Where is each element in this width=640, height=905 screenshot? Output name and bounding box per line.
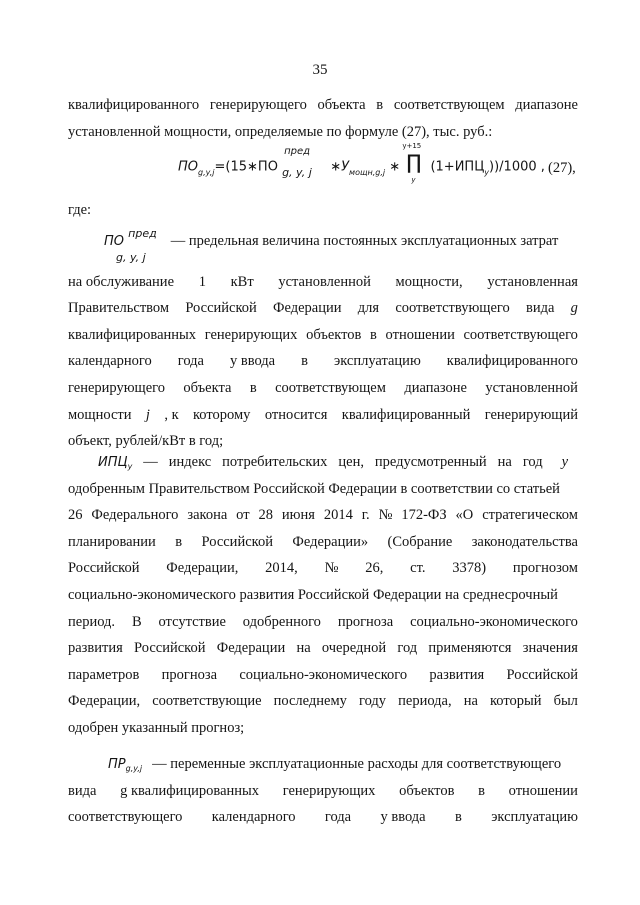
def2-line-6: социально-экономического развития Российской Федерации на среднесрочный xyxy=(68,586,558,603)
intro-line-1: квалифицированного генерирующего объекта в соответствующем диапазоне xyxy=(68,97,578,113)
def1-line-3: Правительством Российской Федерации для соответствующего вида g xyxy=(68,300,578,317)
intro-paragraph xyxy=(68,92,578,145)
def2-line-4: планировании в Российской Федерации» (Собрание законодательства xyxy=(68,533,578,550)
def2-line-7: период. В отсутствие одобренного прогноза социально-экономического xyxy=(68,613,578,630)
def3-line-3: соответствующего календарного года y ввода в эксплуатацию xyxy=(68,809,578,826)
page-number: 35 xyxy=(312,62,328,78)
def1-line-2: на обслуживание 1 кВт установленной мощности, установленная xyxy=(68,273,578,290)
def1-line-7: мощности j , к которому относится квалифицированный генерирующий xyxy=(68,406,578,423)
def1-line-6: генерирующего объекта в соответствующем диапазоне установленной xyxy=(68,379,578,396)
def2-line-1: $ИПЦ_y$ — индекс потребительских цен, предусмотренный на год y xyxy=(98,454,568,471)
formula-27: $ПО_{g,y,j}=(15∗ПО$ пред g, y, j $∗У_{мощн,g,j}$ ∗ y+15 ∏ y $(1+ИПЦ_y))/1000$ , xyxy=(178,142,545,184)
def1-line-4: квалифицированных генерирующих объектов в отношении соответствующего xyxy=(68,326,578,343)
def2-line-3: 26 Федерального закона от 28 июня 2014 г. № 172-ФЗ «О стратегическом xyxy=(68,507,578,524)
def2-line-2: одобренным Правительством Российской Федерации в соответствии со статьей xyxy=(68,480,560,497)
definition-po-pred xyxy=(68,228,578,455)
def3-line-2: вида g квалифицированных генерирующих объектов в отношении xyxy=(68,782,578,799)
definition-pr xyxy=(68,751,578,831)
def2-line-9: параметров прогноза социально-экономического развития Российской xyxy=(68,666,578,683)
product-operator: y+15 ∏ y xyxy=(402,142,422,184)
def3-line-1: $ПР_{g,y,j}$ — переменные эксплуатационные расходы для соответствующего xyxy=(108,756,562,773)
def2-line-11: одобрен указанный прогноз; xyxy=(68,719,245,736)
def2-line-8: развития Российской Федерации на очередной год применяются значения xyxy=(68,640,578,657)
def2-line-10: Федерации, соответствующие последнему году периода, на который был xyxy=(68,693,578,710)
where-label: где: xyxy=(68,202,92,218)
def1-line-1: ПО $^{пред}$ g, y, j — предельная величина постоянных эксплуатационных затрат xyxy=(104,227,559,264)
def1-line-8: объект, рублей/кВт в год; xyxy=(68,433,224,450)
def1-line-5: календарного года y ввода в эксплуатацию квалифицированного xyxy=(68,353,578,370)
definition-ipc xyxy=(68,449,578,742)
def2-line-5: Российской Федерации, 2014, № 26, ст. 3378) прогнозом xyxy=(68,560,578,577)
intro-line-2: установленной мощности, определяемые по формуле (27), тыс. руб.: xyxy=(68,123,493,140)
equation-number: (27), xyxy=(548,160,576,176)
